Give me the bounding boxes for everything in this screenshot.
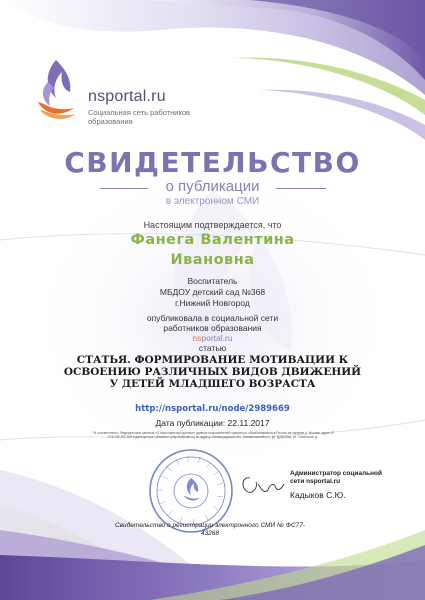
registration-note: Свидетельство о регистрации электронного СМИ № ФС77-43268 — [114, 522, 306, 537]
published-text-line1: опубликовала в социальной сети — [146, 313, 279, 323]
certificate-subtitle: о публикации — [165, 178, 260, 195]
published-text-line2: работников образования — [163, 323, 262, 333]
site-name-rest: portal.ru — [201, 333, 233, 343]
nsportal-logo-icon — [30, 58, 82, 124]
admin-name: Кадыков С.Ю. — [290, 490, 346, 500]
divider-right — [276, 188, 326, 189]
recipient-organization: МБДОУ детский сад №368 — [159, 287, 266, 297]
certificate-subtitle-2: в электронном СМИ — [165, 196, 260, 207]
recipient-position: Воспитатель — [187, 276, 238, 286]
brand-tagline: Социальная сеть работников образования — [88, 108, 191, 126]
site-name-ns: ns — [192, 333, 202, 343]
publication-date: Дата публикации: 22.11.2017 — [155, 418, 270, 428]
article-word: статью — [198, 343, 227, 353]
article-title: СТАТЬЯ. ФОРМИРОВАНИЕ МОТИВАЦИИ К ОСВОЕНИЮ РАЗЛИЧНЫХ ВИДОВ ДВИЖЕНИЙ У ДЕТЕЙ МЛАДШЕГО ВОЗРАСТА — [63, 354, 362, 390]
signature — [238, 470, 288, 500]
certificate-title: СВИДЕТЕЛЬСТВО — [64, 146, 361, 179]
recipient-name-line2: Ивановна — [170, 252, 255, 268]
site-name — [0, 333, 425, 343]
legal-note: * В соответствии с Федеральным законом «О персональных данных» данные пользователей хранятся и обрабатываются в России на сервере (г. Москва, адрес IP 178.132.202.166 в дата-центре «Selectel» (http://selectel.ru) по адресу: Ленинградская обл., Всеволожский р-н, ул. Дубровка, ул. Советская, д. — [91, 431, 335, 439]
admin-title: Администратор социальной сети nsportal.ru — [290, 470, 382, 485]
recipient-name-line1: Фанега Валентина — [130, 232, 295, 248]
brand-name: nsportal.ru — [88, 88, 166, 105]
recipient-city: г.Нижний Новгород — [175, 298, 250, 308]
article-link[interactable]: http://nsportal.ru/node/2989669 — [135, 404, 290, 414]
confirm-text: Настоящим подтверждается, что — [143, 220, 282, 230]
